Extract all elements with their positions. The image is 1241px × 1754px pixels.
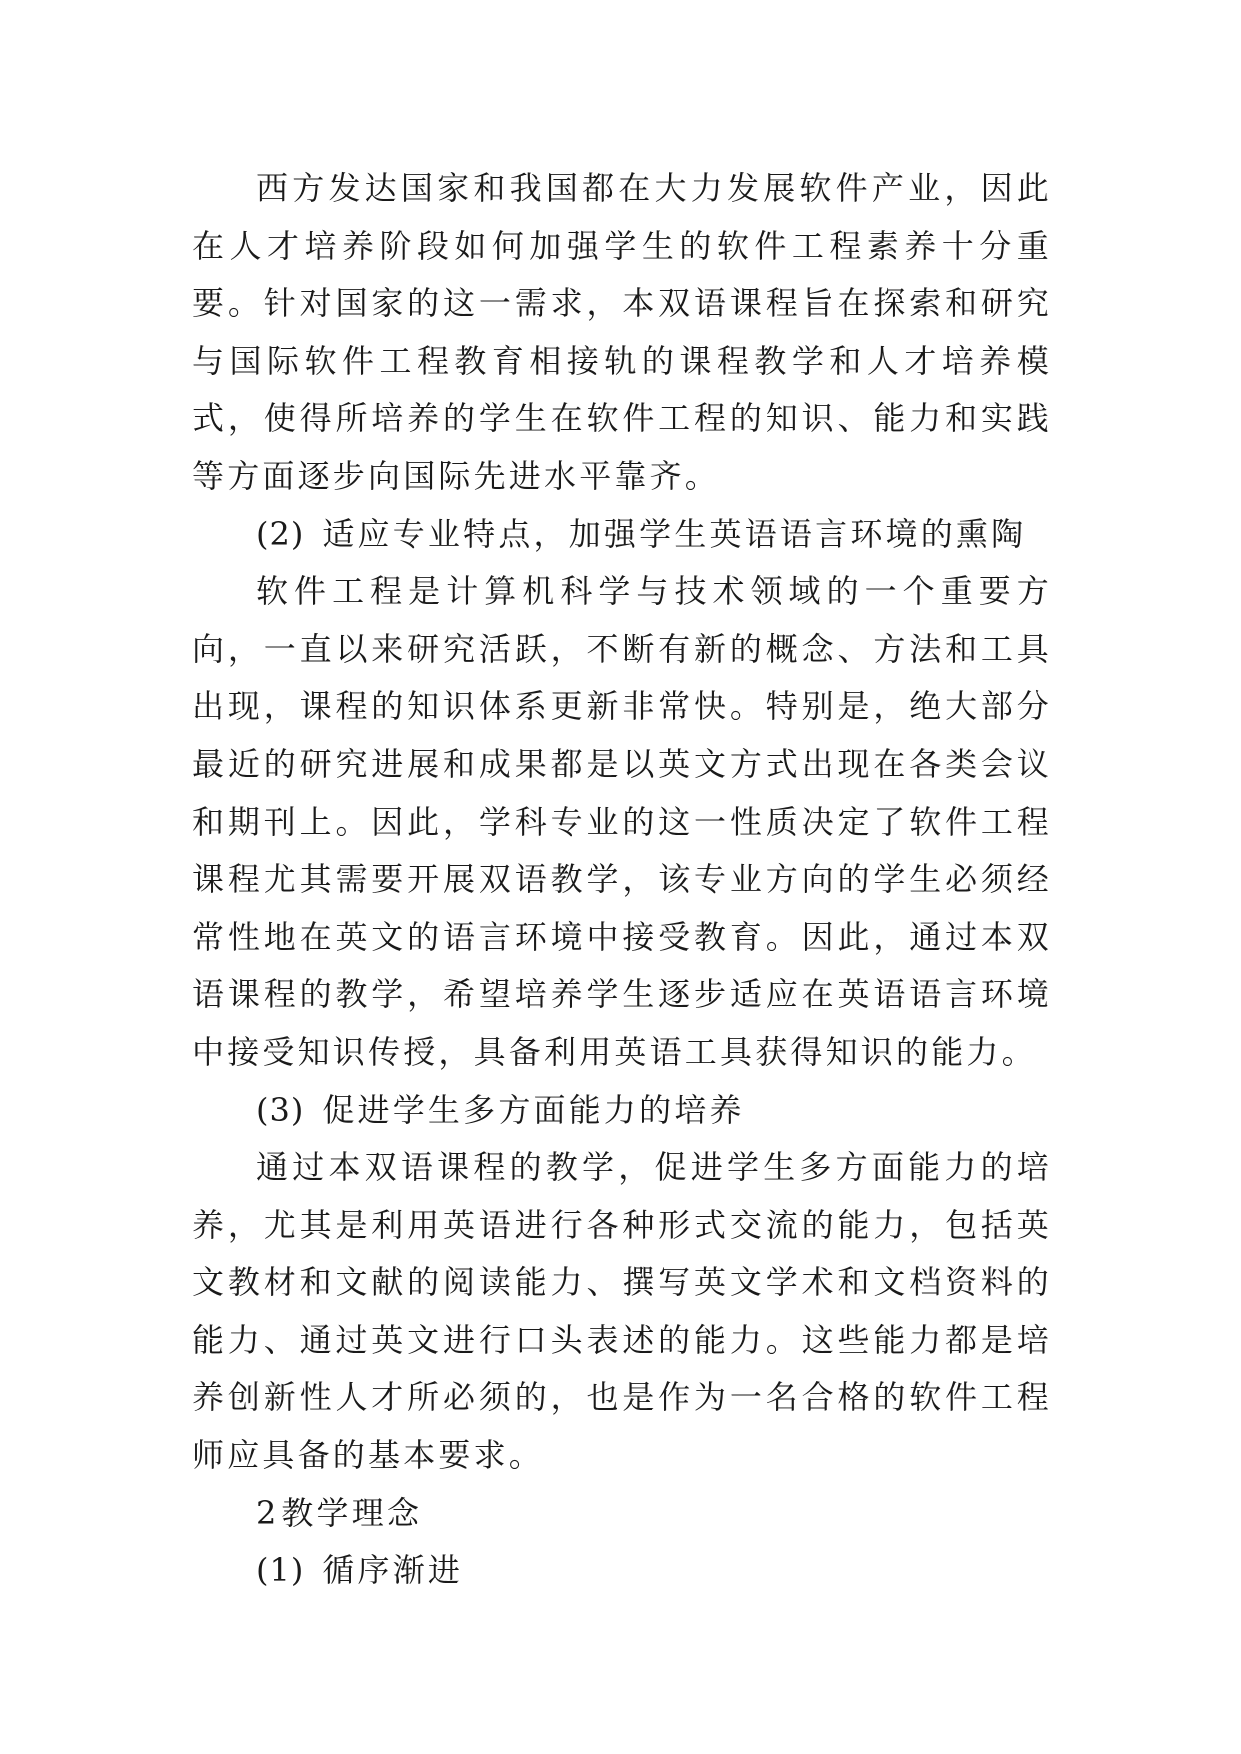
- document-body: [192, 160, 1052, 1600]
- section-number: (1): [256, 1551, 305, 1590]
- section-number: (2): [256, 514, 305, 553]
- section-heading-language-environment: [192, 506, 1052, 564]
- section-title: 促进学生多方面能力的培养: [322, 1090, 745, 1129]
- paragraph-abilities-training: 通过本双语课程的教学，促进学生多方面能力的培养，尤其是利用英语进行各种形式交流的能力，包括英文教材和文献的阅读能力、撰写英文学术和文档资料的能力、通过英文进行口头表述的能力。这些能力都是培养创新性人才所必须的，也是作为一名合格的软件工程师应具备的基本要求。: [192, 1148, 1052, 1475]
- section-heading-teaching-philosophy: [192, 1485, 1052, 1543]
- section-title: 教学理念: [281, 1493, 423, 1532]
- section-number: (3): [256, 1090, 305, 1129]
- paragraph-software-engineering-field: 软件工程是计算机科学与技术领域的一个重要方向，一直以来研究活跃，不断有新的概念、方法和工具出现，课程的知识体系更新非常快。特别是，绝大部分最近的研究进展和成果都是以英文方式出现在各类会议和期刊上。因此，学科专业的这一性质决定了软件工程课程尤其需要开展双语教学，该专业方向的学生必须经常性地在英文的语言环境中接受教育。因此，通过本双语课程的教学，希望培养学生逐步适应在英语语言环境中接受知识传授，具备利用英语工具获得知识的能力。: [192, 572, 1052, 1071]
- paragraph-software-industry: 西方发达国家和我国都在大力发展软件产业，因此在人才培养阶段如何加强学生的软件工程素养十分重要。针对国家的这一需求，本双语课程旨在探索和研究与国际软件工程教育相接轨的课程教学和人才培养模式，使得所培养的学生在软件工程的知识、能力和实践等方面逐步向国际先进水平靠齐。: [192, 169, 1052, 495]
- section-number: 2: [256, 1493, 278, 1532]
- section-title: 适应专业特点，加强学生英语语言环境的熏陶: [322, 514, 1027, 553]
- section-heading-abilities: [192, 1082, 1052, 1140]
- section-title: 循序渐进: [322, 1551, 464, 1590]
- section-heading-step-by-step: [192, 1542, 1052, 1600]
